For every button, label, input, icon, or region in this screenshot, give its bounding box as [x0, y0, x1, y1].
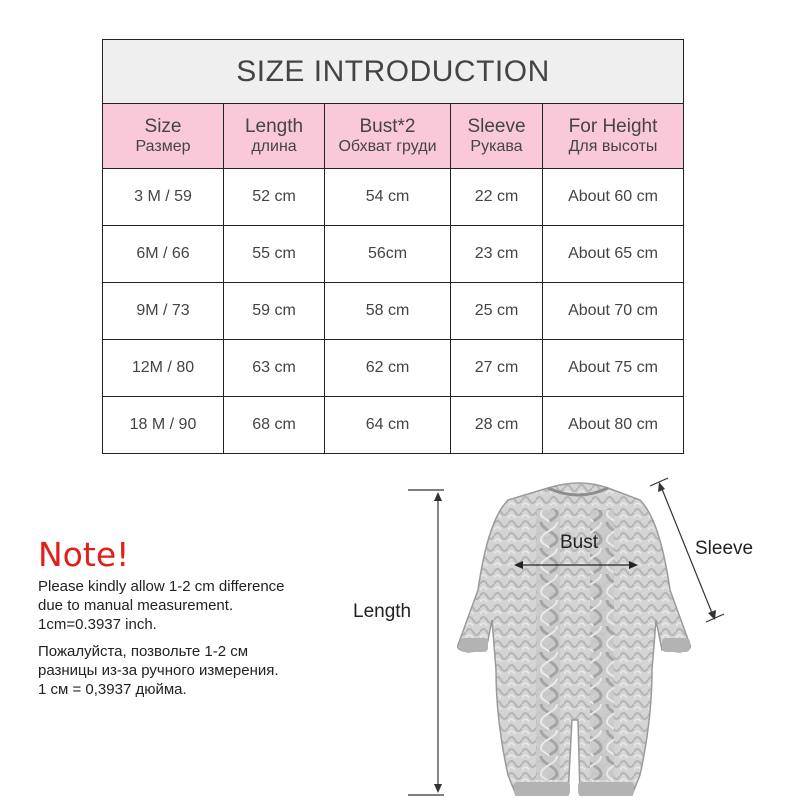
table-title: SIZE INTRODUCTION [103, 40, 684, 104]
cell-height: About 70 cm [543, 283, 684, 340]
header-sleeve [451, 104, 543, 169]
note-en-line: 1cm=0.3937 inch. [38, 616, 157, 633]
table-row [103, 397, 684, 454]
cell-height: About 60 cm [543, 169, 684, 226]
note-ru-line: Пожалуйста, позвольте 1-2 см [38, 643, 249, 660]
header-bust-en: Bust*2 [359, 115, 416, 137]
table-row [103, 226, 684, 283]
header-bust-ru: Обхват груди [338, 137, 437, 155]
sleeve-label: Sleeve [695, 538, 754, 559]
header-size [103, 104, 224, 169]
cell-bust: 64 cm [325, 397, 451, 454]
header-bust [325, 104, 451, 169]
cell-length: 68 cm [224, 397, 325, 454]
header-height-ru: Для высоты [568, 137, 658, 155]
cell-sleeve: 22 cm [451, 169, 543, 226]
note-ru-line: разницы из-за ручного измерения. [38, 662, 279, 679]
note-block [38, 535, 358, 699]
cell-sleeve: 25 cm [451, 283, 543, 340]
cell-size: 9M / 73 [103, 283, 224, 340]
cell-bust: 54 cm [325, 169, 451, 226]
cell-length: 59 cm [224, 283, 325, 340]
header-length-en: Length [244, 115, 304, 137]
table-row [103, 340, 684, 397]
header-sleeve-en: Sleeve [467, 115, 526, 137]
length-label: Length [353, 601, 412, 622]
cell-length: 52 cm [224, 169, 325, 226]
cell-size: 12M / 80 [103, 340, 224, 397]
table-row [103, 283, 684, 340]
header-size-ru: Размер [135, 137, 191, 155]
cell-size: 6M / 66 [103, 226, 224, 283]
cell-bust: 62 cm [325, 340, 451, 397]
size-table [102, 39, 684, 454]
cell-bust: 56cm [325, 226, 451, 283]
cell-height: About 65 cm [543, 226, 684, 283]
table-row [103, 169, 684, 226]
romper-illustration [340, 470, 800, 800]
cell-sleeve: 27 cm [451, 340, 543, 397]
header-height [543, 104, 684, 169]
cell-size: 18 M / 90 [103, 397, 224, 454]
note-ru-line: 1 см = 0,3937 дюйма. [38, 681, 187, 698]
cell-length: 55 cm [224, 226, 325, 283]
cell-size: 3 M / 59 [103, 169, 224, 226]
header-length [224, 104, 325, 169]
cell-length: 63 cm [224, 340, 325, 397]
header-length-ru: длина [251, 137, 297, 155]
length-measure-line [408, 490, 444, 795]
note-en-line: Please kindly allow 1-2 cm difference [38, 578, 285, 595]
cell-sleeve: 23 cm [451, 226, 543, 283]
table-header-row [103, 104, 684, 169]
note-title: Note! [38, 535, 130, 574]
note-en-line: due to manual measurement. [38, 597, 234, 614]
header-height-en: For Height [568, 115, 658, 137]
table-title-row [103, 40, 684, 104]
size-table-container [102, 39, 683, 454]
measurement-figure [340, 470, 800, 800]
header-size-en: Size [144, 115, 182, 137]
cell-bust: 58 cm [325, 283, 451, 340]
cell-sleeve: 28 cm [451, 397, 543, 454]
header-sleeve-ru: Рукава [470, 137, 523, 155]
bust-label: Bust [560, 532, 599, 553]
romper-garment [458, 483, 691, 795]
cell-height: About 75 cm [543, 340, 684, 397]
cell-height: About 80 cm [543, 397, 684, 454]
